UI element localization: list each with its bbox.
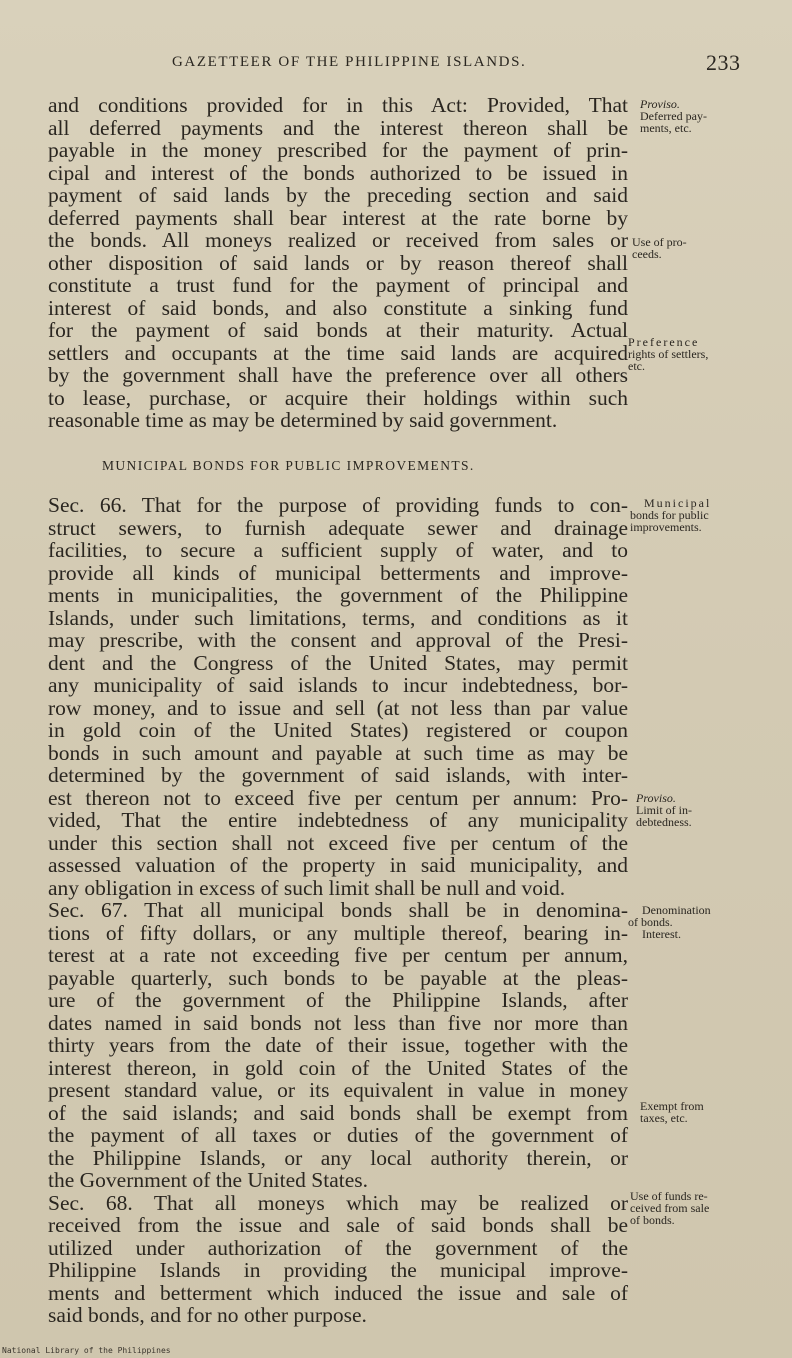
text-line: the Philippine Islands, or any local authority therein, or xyxy=(48,1145,628,1170)
text-line: determined by the government of said islands, with inter- xyxy=(48,763,628,787)
paragraph-sec-66 xyxy=(48,494,628,899)
running-title: GAZETTEER OF THE PHILIPPINE ISLANDS. xyxy=(172,54,527,70)
margin-note-line: rights of settlers, xyxy=(628,347,709,361)
margin-note-line: ceeds. xyxy=(632,247,662,261)
text-line: ments and betterment which induced the issue and sale of xyxy=(48,1280,628,1305)
text-line: the payment of all taxes or duties of the government of xyxy=(48,1123,628,1147)
text-line: interest thereon, in gold coin of the United States of the xyxy=(48,1055,628,1080)
margin-note-use-of-proceeds xyxy=(632,236,754,260)
text-line: any municipality of said islands to incur indebtedness, bor- xyxy=(48,673,628,697)
margin-note-line: bonds for public xyxy=(630,508,709,522)
text-line: Sec. 67. That all municipal bonds shall be in denomina- xyxy=(48,898,628,922)
margin-note-line: Proviso. xyxy=(636,791,676,805)
text-line: bonds in such amount and payable at such time as may be xyxy=(48,740,628,765)
section-heading: MUNICIPAL BONDS FOR PUBLIC IMPROVEMENTS. xyxy=(102,458,475,473)
text-line: may prescribe, with the consent and approval of the Presi- xyxy=(48,628,628,652)
text-line: dates named in said bonds not less than five nor more than xyxy=(48,1010,628,1035)
text-line: received from the issue and sale of said bonds shall be xyxy=(48,1213,628,1237)
text-line: facilities, to secure a sufficient supply of water, and to xyxy=(48,538,628,562)
text-line: Philippine Islands in providing the municipal improve- xyxy=(48,1258,628,1282)
margin-note-exempt xyxy=(640,1100,752,1124)
text-line: reasonable time as may be determined by said government. xyxy=(48,408,558,432)
text-line: for the payment of said bonds at their maturity. Actual xyxy=(48,318,628,342)
margin-note-line: Denomination xyxy=(642,903,711,917)
margin-note-line: improvements. xyxy=(630,520,702,534)
margin-note-line: ments, etc. xyxy=(640,121,692,135)
text-line: present standard value, or its equivalent in value in money xyxy=(48,1078,628,1102)
text-line: by the government shall have the preference over all others xyxy=(48,363,628,387)
text-line: and conditions provided for in this Act: Provided, That xyxy=(48,93,628,117)
margin-note-line: Use of funds re- xyxy=(630,1189,708,1203)
page-number: 233 xyxy=(706,50,741,75)
text-line: Sec. 66. That for the purpose of providing funds to con- xyxy=(48,493,628,517)
margin-note-line: Limit of in- xyxy=(636,803,692,817)
text-line: row money, and to issue and sell (at not less than par value xyxy=(48,695,628,720)
margin-note-denomination xyxy=(628,904,752,940)
text-line: provide all kinds of municipal betterments and improve- xyxy=(48,560,628,585)
text-line: said bonds, and for no other purpose. xyxy=(48,1303,367,1327)
text-line: struct sewers, to furnish adequate sewer and drainage xyxy=(48,515,628,540)
text-line: est thereon not to exceed five per centum per annum: Pro- xyxy=(48,785,628,810)
text-line: utilized under authorization of the government of the xyxy=(48,1235,628,1260)
text-line: ments in municipalities, the government of the Philippine xyxy=(48,583,628,607)
text-line: interest of said bonds, and also constitute a sinking fund xyxy=(48,295,628,320)
margin-note-preference xyxy=(628,336,752,372)
margin-note-proviso-deferred xyxy=(640,98,762,134)
margin-note-line: Use of pro- xyxy=(632,235,687,249)
text-line: cipal and interest of the bonds authorized to be issued in xyxy=(48,160,628,185)
text-line: Sec. 68. That all moneys which may be realized or xyxy=(48,1190,628,1215)
margin-note-line: taxes, etc. xyxy=(640,1111,688,1125)
text-line: of the said islands; and said bonds shall be exempt from xyxy=(48,1100,628,1125)
text-line: thirty years from the date of their issue, together with the xyxy=(48,1033,628,1057)
text-line: under this section shall not exceed five per centum of the xyxy=(48,830,628,855)
text-line: any obligation in excess of such limit shall be null and void. xyxy=(48,875,566,900)
margin-note-line: etc. xyxy=(628,359,645,373)
text-line: payable in the money prescribed for the payment of prin- xyxy=(48,138,628,162)
margin-note-line: debtedness. xyxy=(636,815,692,829)
margin-note-use-of-funds xyxy=(630,1190,754,1226)
margin-note-line: Proviso. xyxy=(640,97,680,111)
text-line: Islands, under such limitations, terms, and conditions as it xyxy=(48,605,628,630)
margin-note-line: Exempt from xyxy=(640,1099,704,1113)
text-line: to lease, purchase, or acquire their holdings within such xyxy=(48,385,628,410)
text-line: tions of fifty dollars, or any multiple thereof, bearing in- xyxy=(48,920,628,945)
margin-note-line: Interest. xyxy=(642,927,681,941)
margin-note-line: Preference xyxy=(628,335,700,349)
paragraph-sec-68 xyxy=(48,1192,628,1327)
text-line: ure of the government of the Philippine Islands, after xyxy=(48,988,628,1012)
text-line: payable quarterly, such bonds to be payable at the pleas- xyxy=(48,965,628,990)
text-line: constitute a trust fund for the payment of principal and xyxy=(48,273,628,297)
text-line: in gold coin of the United States) registered or coupon xyxy=(48,718,628,742)
margin-note-line: of bonds. xyxy=(628,915,673,929)
margin-note-line: Deferred pay- xyxy=(640,109,707,123)
text-line: the Government of the United States. xyxy=(48,1168,369,1192)
library-credit: National Library of the Philippines xyxy=(2,1346,171,1355)
paragraph-deferred-payments xyxy=(48,94,628,432)
paragraph-sec-67 xyxy=(48,899,628,1192)
text-line: all deferred payments and the interest thereon shall be xyxy=(48,115,628,140)
section-municipal-bonds xyxy=(48,494,628,1327)
text-line: terest at a rate not exceeding five per centum per annum, xyxy=(48,943,628,967)
margin-note-proviso-limit xyxy=(636,792,752,828)
text-line: deferred payments shall bear interest at the rate borne by xyxy=(48,205,628,230)
text-line: assessed valuation of the property in said municipality, and xyxy=(48,853,628,877)
text-line: settlers and occupants at the time said lands are acquired xyxy=(48,340,628,365)
text-line: other disposition of said lands or by reason thereof shall xyxy=(48,250,628,275)
margin-note-line: ceived from sale xyxy=(630,1201,710,1215)
text-line: the bonds. All moneys realized or received from sales or xyxy=(48,228,628,252)
text-line: payment of said lands by the preceding section and said xyxy=(48,183,628,207)
margin-note-line: of bonds. xyxy=(630,1213,675,1227)
text-line: dent and the Congress of the United States, may permit xyxy=(48,650,628,675)
margin-note-line: Municipal xyxy=(644,496,712,510)
text-line: vided, That the entire indebtedness of any municipality xyxy=(48,808,628,832)
margin-note-municipal-bonds xyxy=(630,497,760,533)
